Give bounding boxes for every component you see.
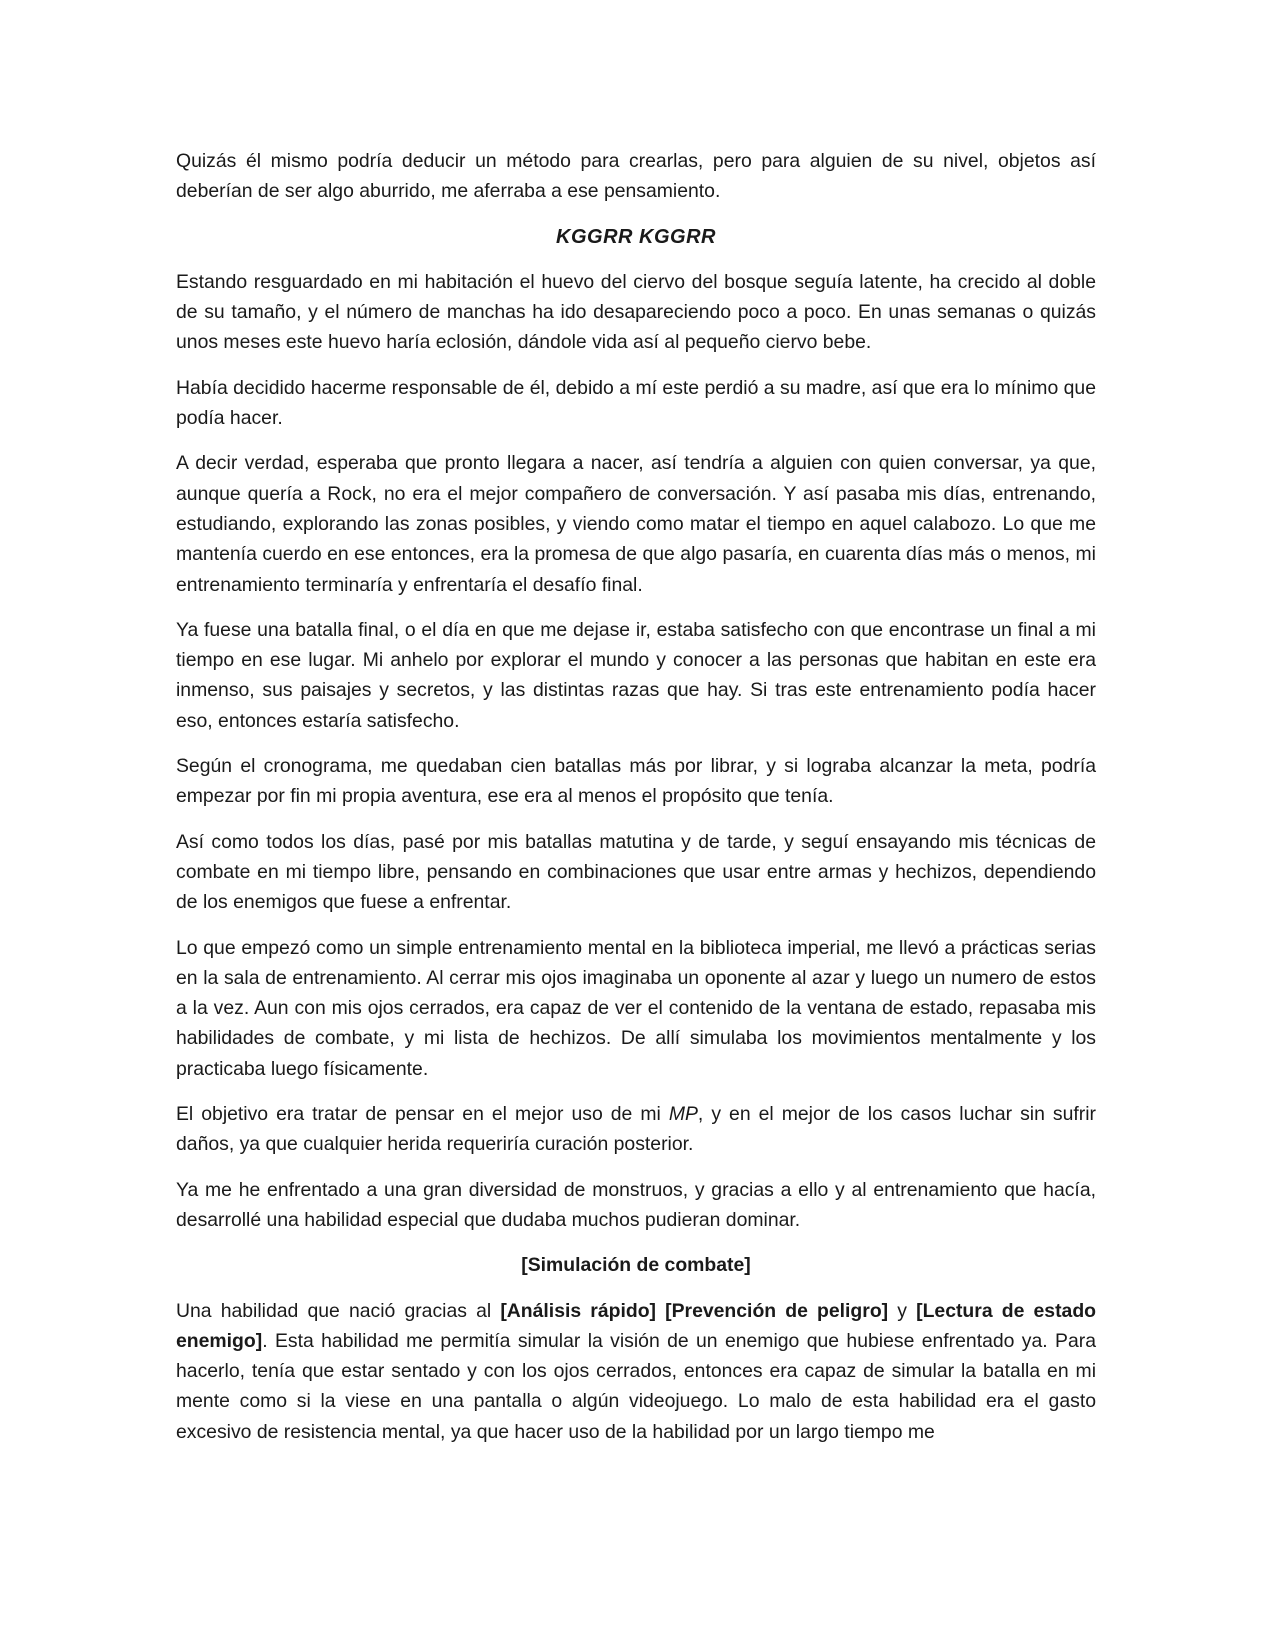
skill-enemy-status-reading: [Lectura de estado enemigo]	[176, 1299, 1097, 1352]
mp-term: MP	[668, 1103, 698, 1126]
paragraph-7: Así como todos los días, pasé por mis batallas matutina y de tarde, y seguí ensayando mis técnicas de combate en mi tiempo libre, pensando en combinaciones que usar entre armas y hechizos, dependiendo de los enemigos que fuese a enfrentar.	[176, 830, 1096, 914]
paragraph-9	[176, 1099, 1096, 1160]
paragraph-4: A decir verdad, esperaba que pronto llegara a nacer, así tendría a alguien con quien conversar, ya que, aunque quería a Rock, no era el mejor compañero de conversación. Y así pasaba mis días, entrenando, estudiando, explorando las zonas posibles, y viendo como matar el tiempo en aquel calabozo. Lo que me mantenía cuerdo en ese entonces, era la promesa de que algo pasaría, en cuarenta días más o menos, mi entrenamiento terminaría y enfrentaría el desafío final.	[176, 452, 1096, 596]
skill-heading: [Simulación de combate]	[521, 1254, 751, 1277]
skill-quick-analysis: [Análisis rápido]	[500, 1299, 656, 1322]
paragraph-11-text-a: Una habilidad que nació gracias al	[176, 1299, 501, 1322]
paragraph-6: Según el cronograma, me quedaban cien batallas más por librar, y si lograba alcanzar la meta, podría empezar por fin mi propia aventura, ese era al menos el propósito que tenía.	[176, 755, 1096, 808]
document-page	[176, 146, 1096, 1462]
paragraph-1: Quizás él mismo podría deducir un método para crearlas, pero para alguien de su nivel, objetos así deberían de ser algo aburrido, me aferraba a ese pensamiento.	[176, 150, 1096, 203]
paragraph-11-and: y	[888, 1299, 917, 1322]
paragraph-11	[176, 1296, 1096, 1447]
paragraph-8: Lo que empezó como un simple entrenamiento mental en la biblioteca imperial, me llevó a prácticas serias en la sala de entrenamiento. Al cerrar mis ojos imaginaba un oponente al azar y luego un numero de estos a la vez. Aun con mis ojos cerrados, era capaz de ver el contenido de la ventana de estado, repasaba mis habilidades de combate, y mi lista de hechizos. De allí simulaba los movimientos mentalmente y los practicaba luego físicamente.	[176, 936, 1096, 1080]
paragraph-5: Ya fuese una batalla final, o el día en que me dejase ir, estaba satisfecho con que encontrase un final a mi tiempo en ese lugar. Mi anhelo por explorar el mundo y conocer a las personas que habitan en este era inmenso, sus paisajes y secretos, y las distintas razas que hay. Si tras este entrenamiento podía hacer eso, entonces estaría satisfecho.	[176, 618, 1096, 732]
skill-danger-prevention: [Prevención de peligro]	[665, 1299, 889, 1322]
paragraph-2: Estando resguardado en mi habitación el huevo del ciervo del bosque seguía latente, ha crecido al doble de su tamaño, y el número de manchas ha ido desapareciendo poco a poco. En unas semanas o quizás unos meses este huevo haría eclosión, dándole vida así al pequeño ciervo bebe.	[176, 270, 1096, 354]
sound-effect-heading: KGGRR KGGRR	[556, 225, 716, 248]
paragraph-9-text-a: El objetivo era tratar de pensar en el mejor uso de mi	[176, 1103, 669, 1126]
paragraph-11-text-b: . Esta habilidad me permitía simular la visión de un enemigo que hubiese enfrentado ya. Para hacerlo, tenía que estar sentado y con los ojos cerrados, entonces era capaz de simular la batalla en mi mente como si la viese en una pantalla o algún videojuego. Lo malo de esta habilidad era el gasto excesivo de resistencia mental, ya que hacer uso de la habilidad por un largo tiempo me	[176, 1329, 1096, 1443]
paragraph-11-space	[656, 1300, 665, 1322]
paragraph-9-text-b: , y en el mejor de los casos luchar sin sufrir daños, ya que cualquier herida requeriría curación posterior.	[176, 1103, 1096, 1156]
paragraph-10: Ya me he enfrentado a una gran diversidad de monstruos, y gracias a ello y al entrenamiento que hacía, desarrollé una habilidad especial que dudaba muchos pudieran dominar.	[176, 1178, 1096, 1231]
paragraph-3: Había decidido hacerme responsable de él, debido a mí este perdió a su madre, así que era lo mínimo que podía hacer.	[176, 376, 1096, 430]
